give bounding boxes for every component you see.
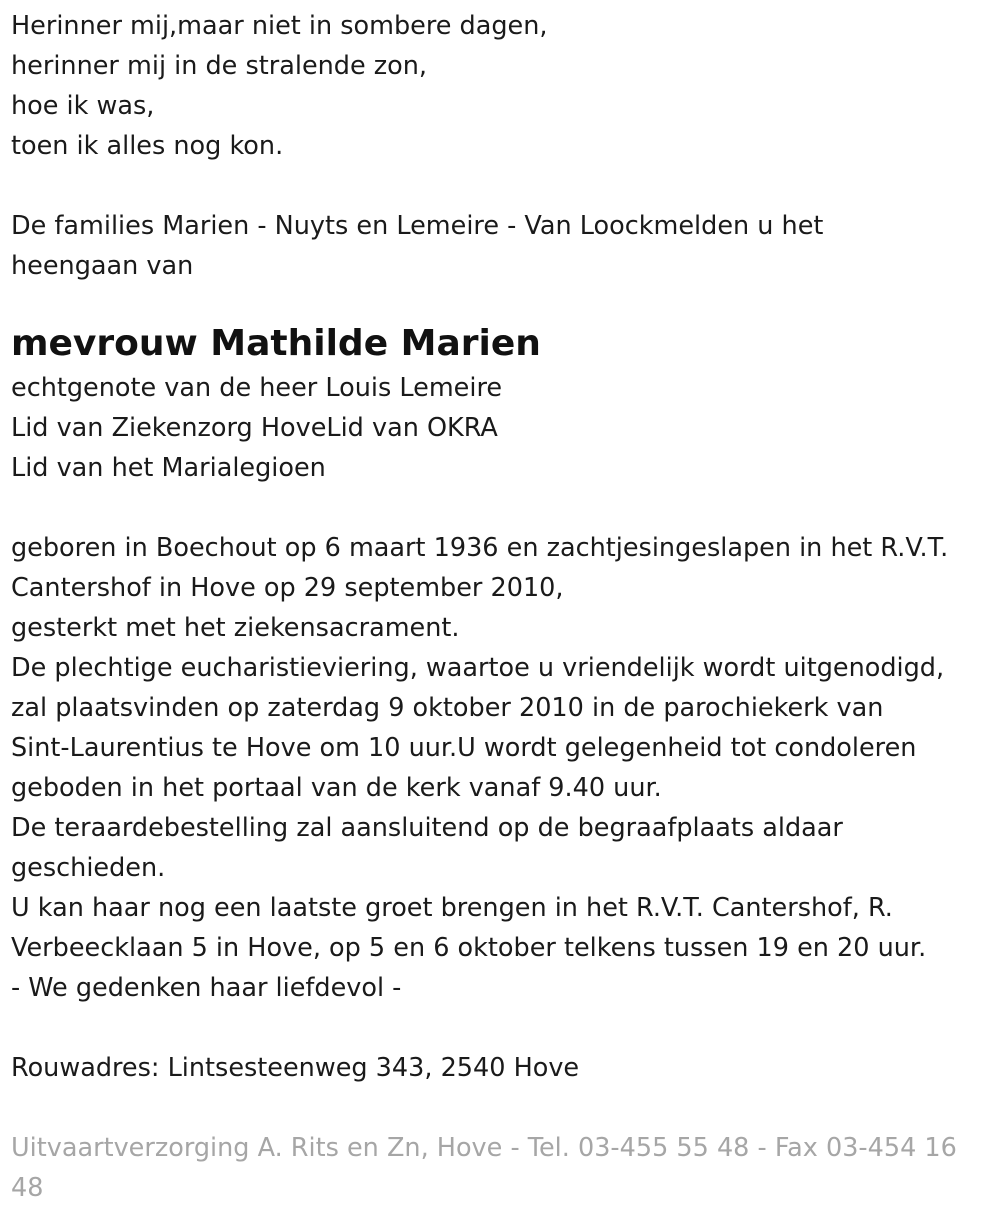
details-line: Cantershof in Hove op 29 september 2010, (11, 573, 564, 603)
poem-line: herinner mij in de stralende zon, (11, 51, 428, 81)
details-line: geboden in het portaal van de kerk vanaf 9.40 uur. (11, 773, 662, 803)
details-line: gesterkt met het ziekensacrament. (11, 613, 460, 643)
details-line: Sint-Laurentius te Hove om 10 uur.U wordt gelegenheid tot condoleren (11, 733, 917, 763)
announcement-line: heengaan van (11, 251, 194, 281)
footer-line: 48 (11, 1173, 44, 1203)
spacer (11, 286, 996, 320)
details-line: Verbeecklaan 5 in Hove, op 5 en 6 oktober telkens tussen 19 en 20 uur. (11, 933, 927, 963)
membership-line: echtgenote van de heer Louis Lemeire (11, 373, 503, 403)
funeral-home-footer (11, 1128, 996, 1208)
spacer (11, 1088, 996, 1128)
details (11, 528, 996, 1008)
obituary-notice (11, 6, 996, 1208)
announcement (11, 206, 996, 286)
details-line: - We gedenken haar liefdevol - (11, 973, 402, 1003)
poem-line: hoe ik was, (11, 91, 155, 121)
spacer (11, 166, 996, 206)
spacer (11, 1008, 996, 1048)
deceased-name: mevrouw Mathilde Marien (11, 323, 541, 364)
details-line: De teraardebestelling zal aansluitend op de begraafplaats aldaar (11, 813, 843, 843)
details-line: geboren in Boechout op 6 maart 1936 en zachtjesingeslapen in het R.V.T. (11, 533, 949, 563)
poem (11, 6, 996, 166)
details-line: geschieden. (11, 853, 166, 883)
poem-line: toen ik alles nog kon. (11, 131, 284, 161)
details-line: U kan haar nog een laatste groet brengen in het R.V.T. Cantershof, R. (11, 893, 893, 923)
mourning-address: Rouwadres: Lintsesteenweg 343, 2540 Hove (11, 1053, 580, 1083)
poem-line: Herinner mij,maar niet in sombere dagen, (11, 11, 548, 41)
details-line: zal plaatsvinden op zaterdag 9 oktober 2010 in de parochiekerk van (11, 693, 884, 723)
footer-line: Uitvaartverzorging A. Rits en Zn, Hove - Tel. 03-455 55 48 - Fax 03-454 16 (11, 1133, 957, 1163)
spacer (11, 488, 996, 528)
membership-line: Lid van Ziekenzorg HoveLid van OKRA (11, 413, 498, 443)
membership-line: Lid van het Marialegioen (11, 453, 326, 483)
announcement-line: De families Marien - Nuyts en Lemeire - Van Loockmelden u het (11, 211, 824, 241)
memberships (11, 368, 996, 488)
details-line: De plechtige eucharistieviering, waartoe u vriendelijk wordt uitgenodigd, (11, 653, 945, 683)
